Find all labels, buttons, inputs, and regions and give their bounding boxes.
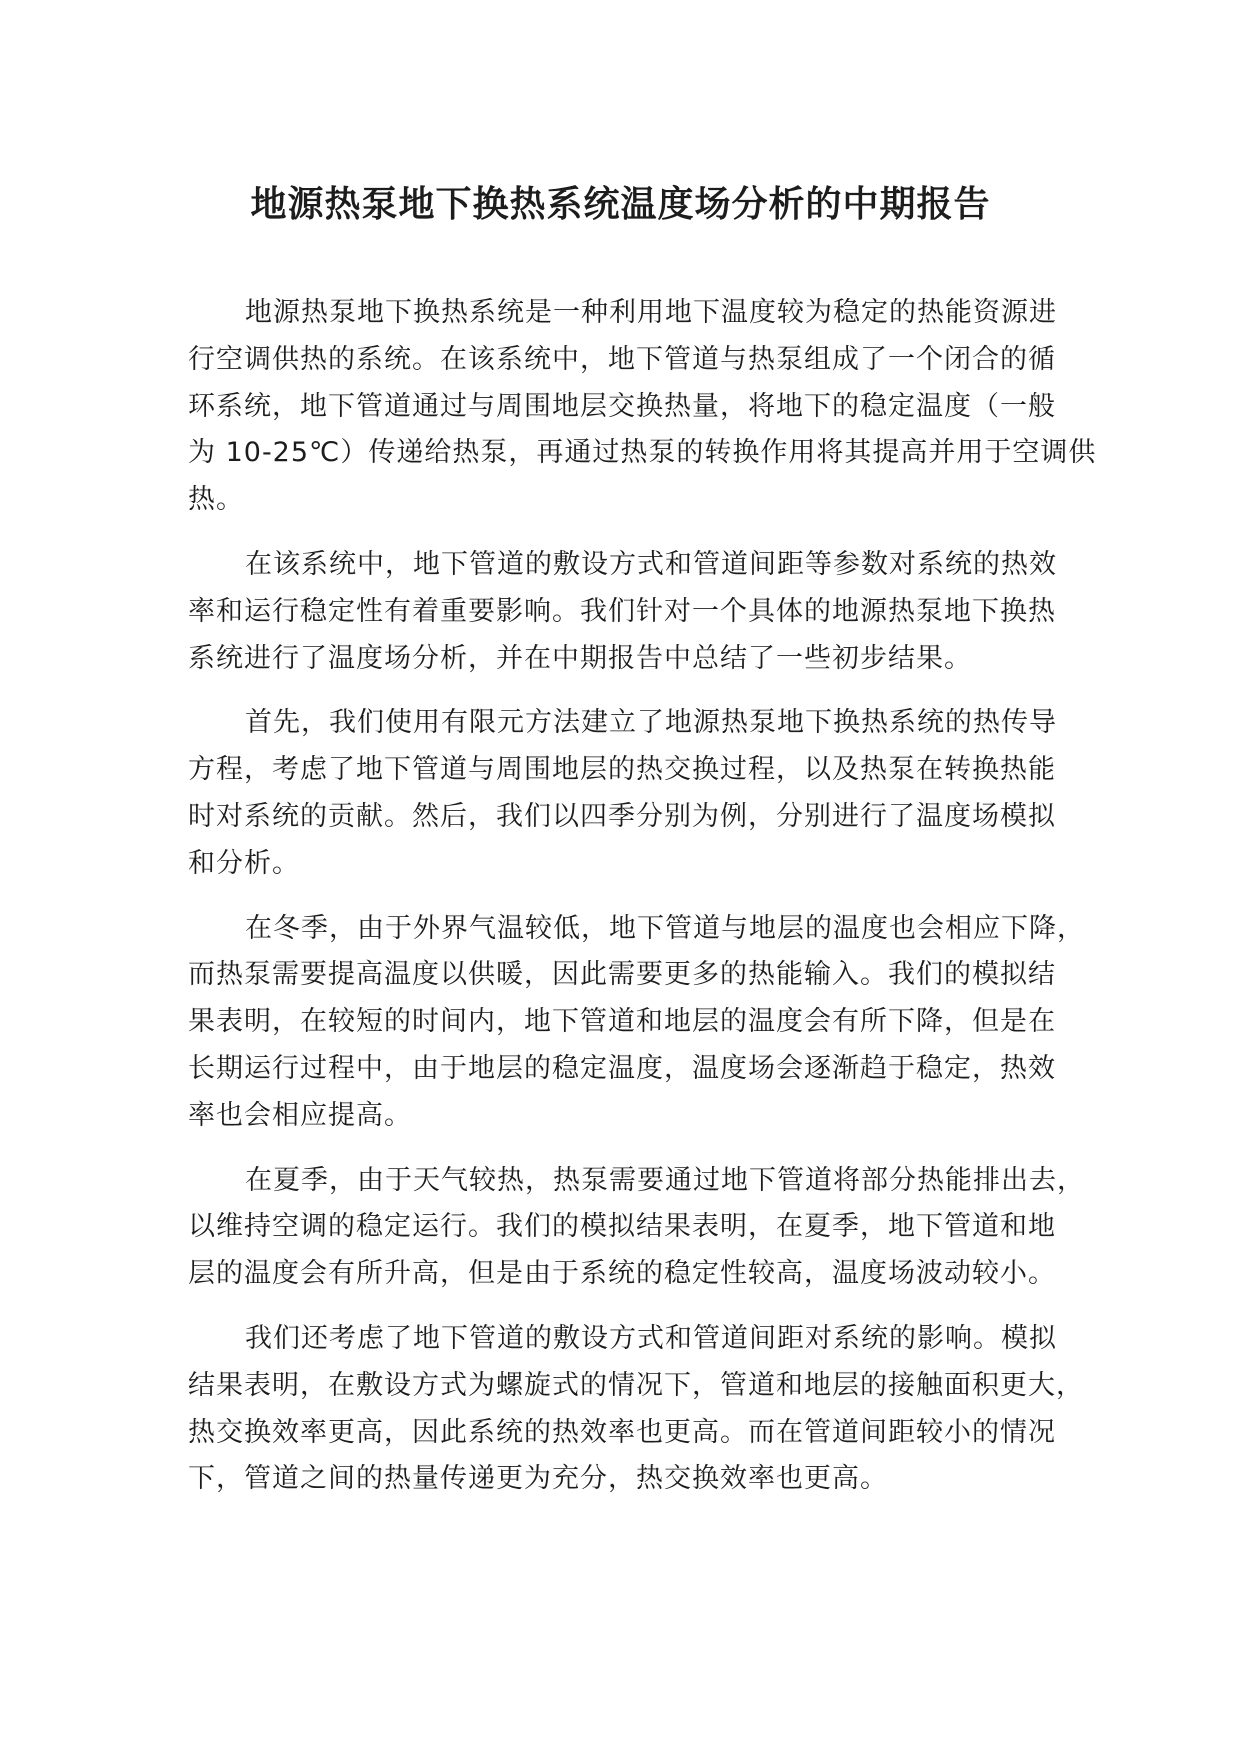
paragraph-line: 率也会相应提高。: [188, 1099, 412, 1131]
document-title: 地源热泵地下换热系统温度场分析的中期报告: [250, 184, 991, 225]
paragraph-6: [188, 1316, 1188, 1503]
paragraph-line: 和分析。: [188, 847, 300, 879]
paragraph-2: [188, 542, 1188, 682]
paragraph-line: 结果表明，在敷设方式为螺旋式的情况下，管道和地层的接触面积更大，: [188, 1369, 1084, 1401]
paragraph-line: 以维持空调的稳定运行。我们的模拟结果表明，在夏季，地下管道和地: [188, 1211, 1056, 1243]
paragraph-line: 方程，考虑了地下管道与周围地层的热交换过程，以及热泵在转换热能: [188, 754, 1056, 786]
paragraph-1: [188, 290, 1188, 524]
paragraph-line: 而热泵需要提高温度以供暖，因此需要更多的热能输入。我们的模拟结: [188, 959, 1056, 991]
paragraph-line: 在夏季，由于天气较热，热泵需要通过地下管道将部分热能排出去，: [245, 1164, 1085, 1196]
paragraph-line: 热。: [188, 484, 244, 516]
paragraph-line: 层的温度会有所升高，但是由于系统的稳定性较高，温度场波动较小。: [188, 1258, 1056, 1290]
paragraph-line: 长期运行过程中，由于地层的稳定温度，温度场会逐渐趋于稳定，热效: [188, 1052, 1056, 1084]
paragraph-line: 首先，我们使用有限元方法建立了地源热泵地下换热系统的热传导: [245, 707, 1057, 739]
paragraph-line: 行空调供热的系统。在该系统中，地下管道与热泵组成了一个闭合的循: [188, 343, 1056, 375]
paragraph-3: [188, 700, 1188, 887]
paragraph-5: [188, 1158, 1188, 1298]
paragraph-line: 地源热泵地下换热系统是一种利用地下温度较为稳定的热能资源进: [245, 297, 1057, 328]
paragraph-line: 果表明，在较短的时间内，地下管道和地层的温度会有所下降，但是在: [188, 1006, 1056, 1038]
paragraph-line: 在冬季，由于外界气温较低，地下管道与地层的温度也会相应下降，: [245, 912, 1085, 944]
paragraph-line: 系统进行了温度场分析，并在中期报告中总结了一些初步结果。: [188, 642, 972, 674]
paragraph-line: 我们还考虑了地下管道的敷设方式和管道间距对系统的影响。模拟: [245, 1322, 1057, 1354]
paragraph-line: 在该系统中，地下管道的敷设方式和管道间距等参数对系统的热效: [245, 548, 1057, 580]
paragraph-line: 时对系统的贡献。然后，我们以四季分别为例，分别进行了温度场模拟: [188, 800, 1056, 832]
paragraph-line: 环系统，地下管道通过与周围地层交换热量，将地下的稳定温度（一般: [188, 390, 1056, 422]
paragraph-line: 下，管道之间的热量传递更为充分，热交换效率也更高。: [188, 1463, 888, 1495]
paragraph-line: 热交换效率更高，因此系统的热效率也更高。而在管道间距较小的情况: [188, 1416, 1056, 1448]
paragraph-4: [188, 906, 1188, 1140]
paragraph-line: 率和运行稳定性有着重要影响。我们针对一个具体的地源热泵地下换热: [188, 595, 1056, 627]
document-body: [188, 290, 1188, 1521]
paragraph-line: 为 10-25℃）传递给热泵，再通过热泵的转换作用将其提高并用于空调供: [188, 437, 1097, 469]
